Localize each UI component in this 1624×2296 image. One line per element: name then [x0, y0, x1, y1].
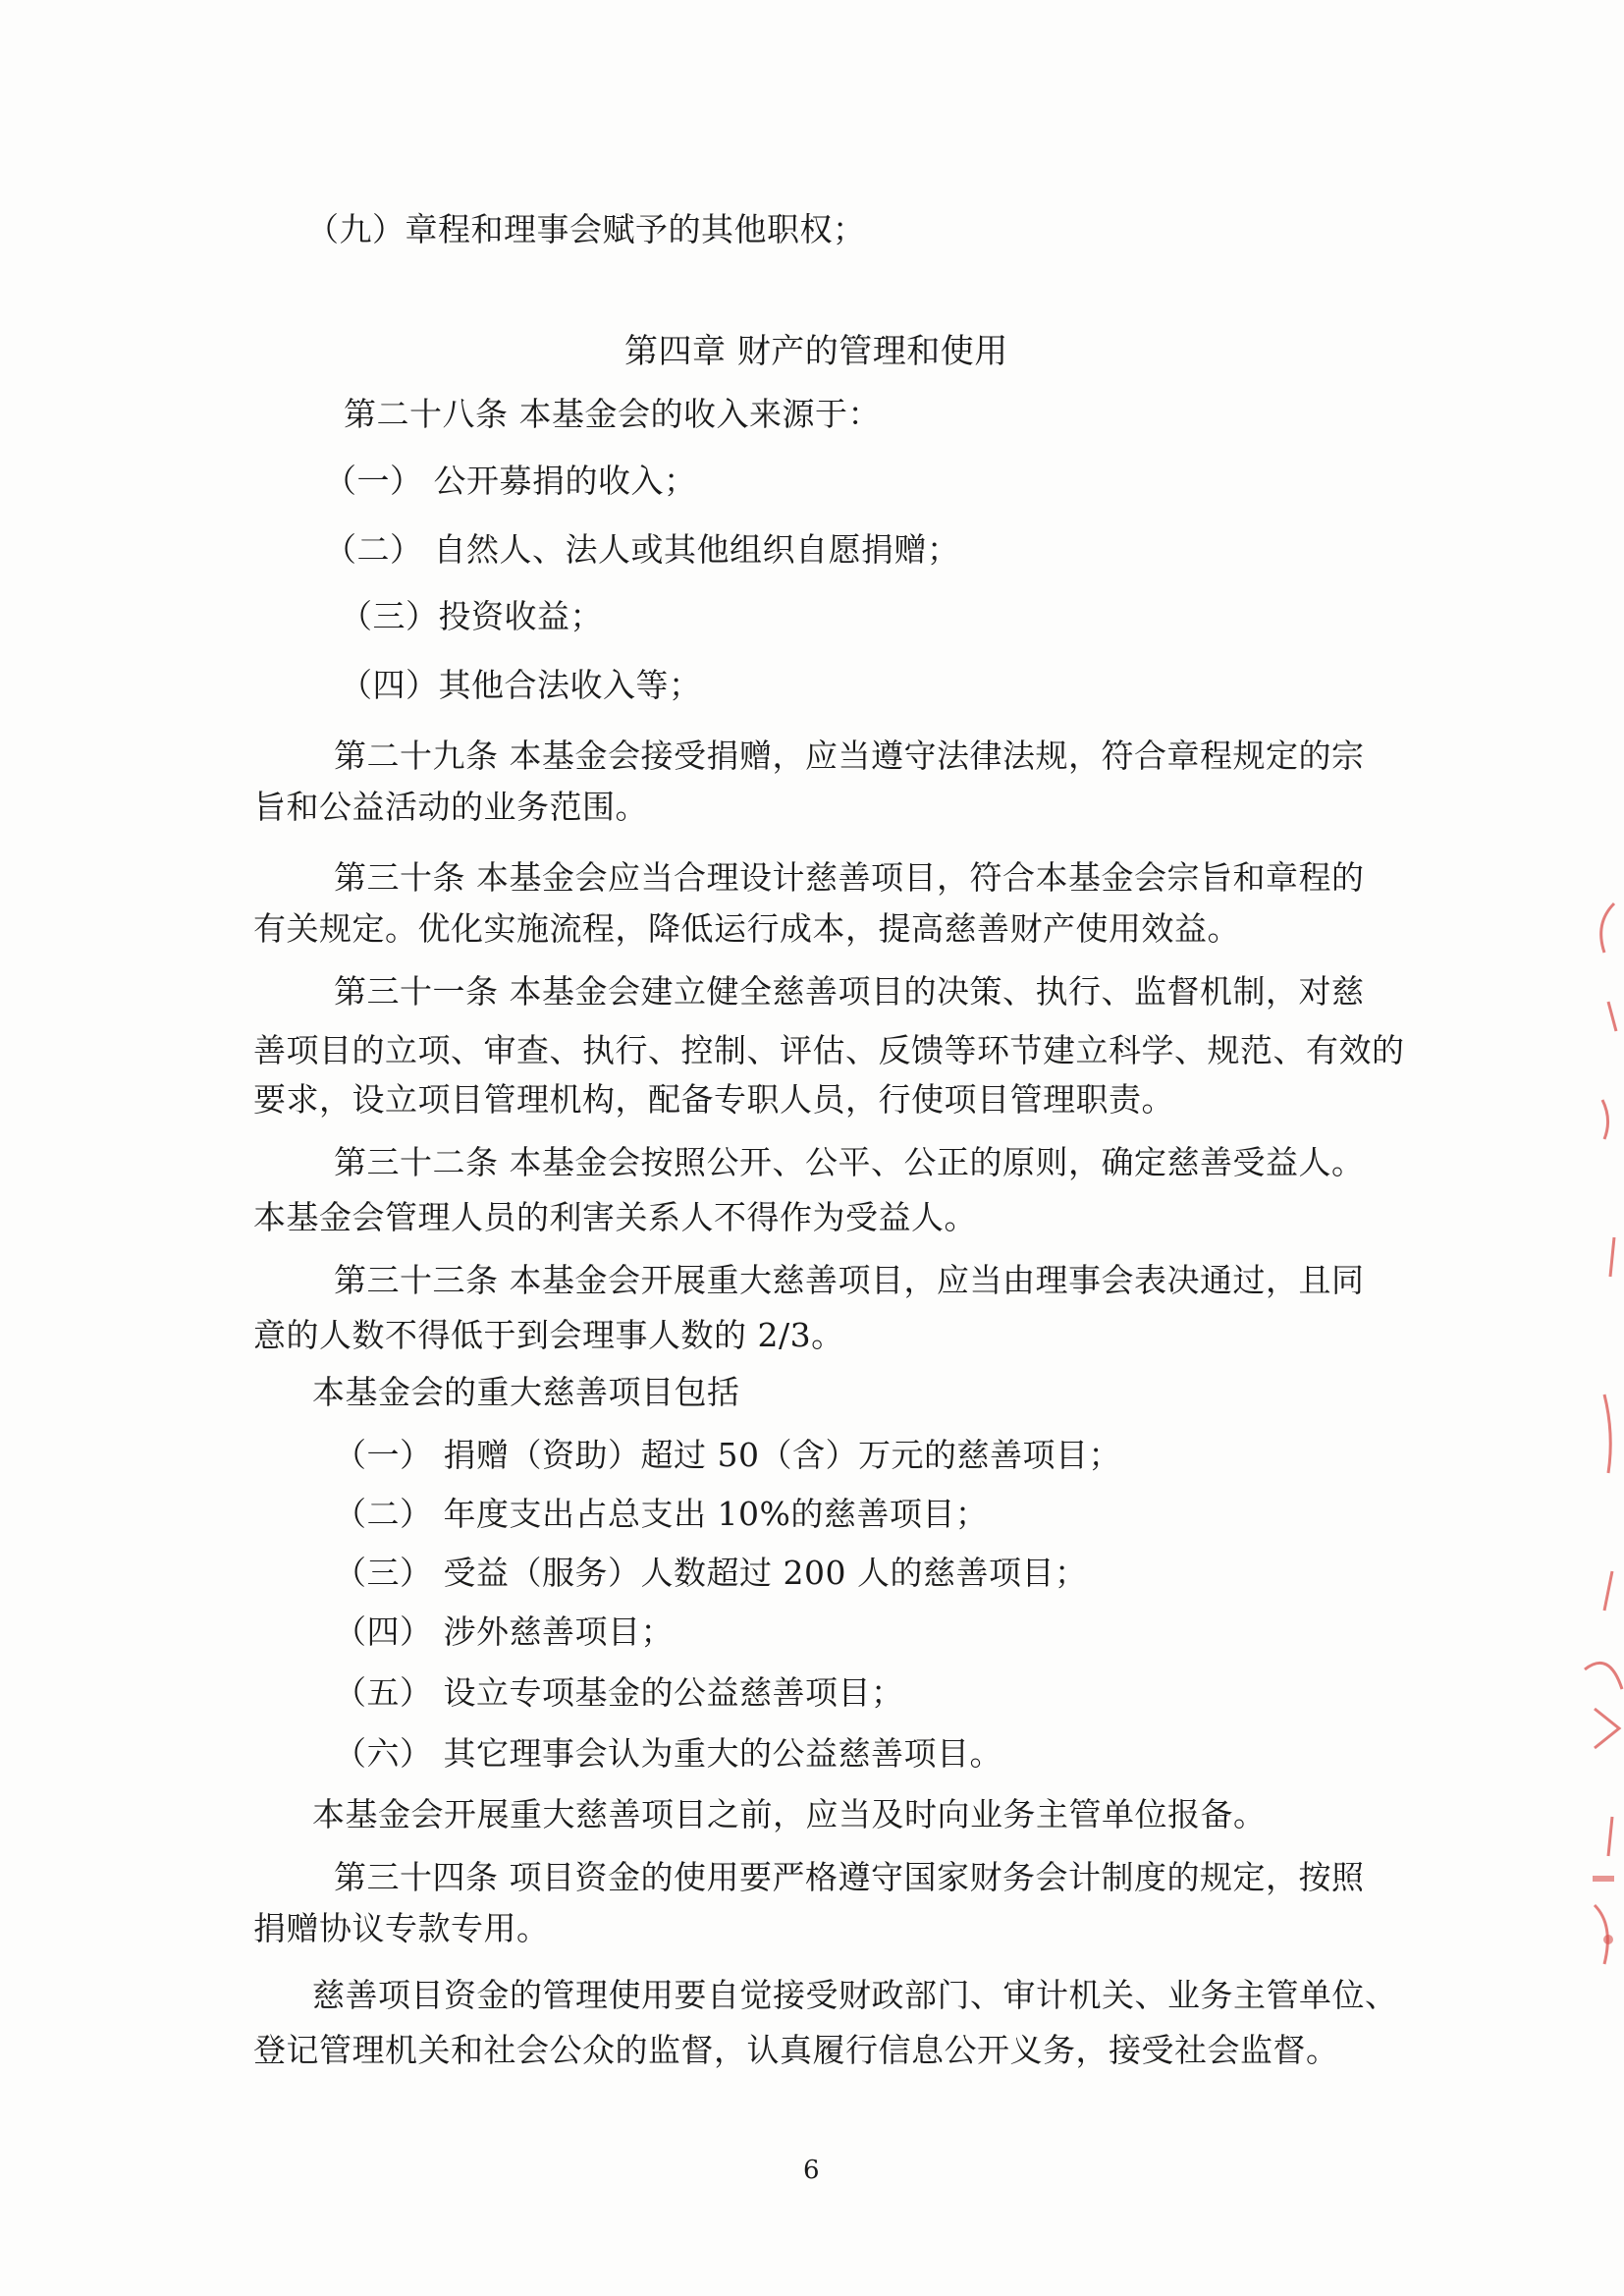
chapter-heading: 第四章 财产的管理和使用 [624, 332, 1008, 371]
list-item: （四）其他合法收入等； [340, 666, 702, 704]
text-line: 捐赠协议专款专用。 [253, 1909, 550, 1947]
text-line: 要求，设立项目管理机构，配备专职人员，行使项目管理职责。 [253, 1080, 1174, 1119]
list-item: （一） 公开募捐的收入； [324, 462, 697, 500]
list-item: （三） 受益（服务）人数超过 200 人的慈善项目； [334, 1554, 1088, 1592]
text-line: 有关规定。优化实施流程，降低运行成本，提高慈善财产使用效益。 [253, 909, 1240, 948]
text-line: 第二十九条 本基金会接受捐赠，应当遵守法律法规，符合章程规定的宗 [334, 737, 1365, 775]
list-item: （二） 年度支出占总支出 10%的慈善项目； [334, 1495, 989, 1533]
list-item: （二） 自然人、法人或其他组织自愿捐赠； [324, 530, 960, 569]
text-line: 第三十三条 本基金会开展重大慈善项目，应当由理事会表决通过，且同 [334, 1261, 1365, 1299]
list-item: （四） 涉外慈善项目； [334, 1613, 674, 1651]
text-line: 第三十四条 项目资金的使用要严格遵守国家财务会计制度的规定，按照 [334, 1858, 1365, 1896]
text-line: 本基金会的重大慈善项目包括 [312, 1373, 740, 1411]
list-item: （一） 捐赠（资助）超过 50（含）万元的慈善项目； [334, 1436, 1121, 1474]
article-heading: 第二十八条 本基金会的收入来源于： [344, 395, 881, 433]
text-line: 第三十一条 本基金会建立健全慈善项目的决策、执行、监督机制，对慈 [334, 972, 1365, 1011]
text-line: 本基金会开展重大慈善项目之前，应当及时向业务主管单位报备。 [312, 1795, 1267, 1833]
text-line: 意的人数不得低于到会理事人数的 2/3。 [253, 1316, 844, 1354]
text-line: 第三十条 本基金会应当合理设计慈善项目，符合本基金会宗旨和章程的 [334, 858, 1365, 897]
text-line: 善项目的立项、审查、执行、控制、评估、反馈等环节建立科学、规范、有效的 [253, 1031, 1405, 1069]
text-line: 本基金会管理人员的利害关系人不得作为受益人。 [253, 1198, 977, 1236]
page-number: 6 [803, 2156, 821, 2185]
text-line: 慈善项目资金的管理使用要自觉接受财政部门、审计机关、业务主管单位、 [312, 1976, 1398, 2014]
text-line: 旨和公益活动的业务范围。 [253, 788, 648, 826]
list-item: （五） 设立专项基金的公益慈善项目； [334, 1673, 904, 1712]
text-line: 第三十二条 本基金会按照公开、公平、公正的原则，确定慈善受益人。 [334, 1143, 1365, 1181]
text-line: （九）章程和理事会赋予的其他职权； [306, 210, 866, 248]
seal-stamp-edge [1565, 884, 1624, 2003]
text-line: 登记管理机关和社会公众的监督，认真履行信息公开义务，接受社会监督。 [253, 2031, 1339, 2069]
list-item: （六） 其它理事会认为重大的公益慈善项目。 [334, 1734, 1002, 1773]
list-item: （三）投资收益； [340, 597, 603, 635]
